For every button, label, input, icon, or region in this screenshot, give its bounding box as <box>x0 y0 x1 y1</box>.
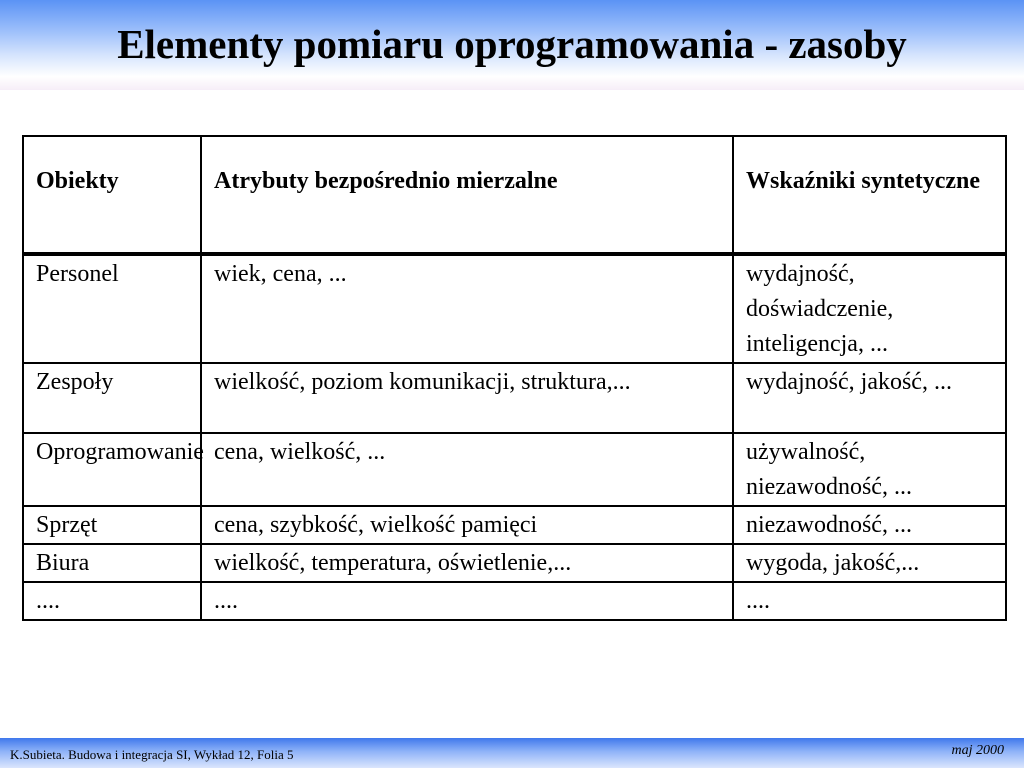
table-container <box>22 135 1005 621</box>
header-atrybuty: Atrybuty bezpośrednio mierzalne <box>201 136 733 254</box>
table-cell: Biura <box>23 544 201 582</box>
table-cell: wydajność, jakość, ... <box>733 363 1006 433</box>
table-cell: cena, wielkość, ... <box>201 433 733 506</box>
header-wskazniki: Wskaźniki syntetyczne <box>733 136 1006 254</box>
table-cell: wielkość, temperatura, oświetlenie,... <box>201 544 733 582</box>
table-cell: wydajność, doświadczenie, inteligencja, ... <box>733 254 1006 363</box>
table-cell: Zespoły <box>23 363 201 433</box>
table-cell: cena, szybkość, wielkość pamięci <box>201 506 733 544</box>
slide-footer <box>0 738 1024 768</box>
resources-table <box>22 135 1007 621</box>
table-row <box>23 433 1006 506</box>
header-obiekty: Obiekty <box>23 136 201 254</box>
table-cell: .... <box>733 582 1006 620</box>
table-cell: wiek, cena, ... <box>201 254 733 363</box>
table-cell: Sprzęt <box>23 506 201 544</box>
table-row <box>23 506 1006 544</box>
footer-date: maj 2000 <box>951 743 1004 758</box>
table-cell: wielkość, poziom komunikacji, struktura,... <box>201 363 733 433</box>
table-cell: Oprogramowanie <box>23 433 201 506</box>
table-cell: używalność, niezawodność, ... <box>733 433 1006 506</box>
table-cell: niezawodność, ... <box>733 506 1006 544</box>
table-cell: wygoda, jakość,... <box>733 544 1006 582</box>
footer-course-info: K.Subieta. Budowa i integracja SI, Wykład 12, Folia 5 <box>10 747 294 762</box>
table-row <box>23 254 1006 363</box>
table-cell: Personel <box>23 254 201 363</box>
table-cell: .... <box>201 582 733 620</box>
table-row <box>23 363 1006 433</box>
table-row <box>23 582 1006 620</box>
table-row <box>23 544 1006 582</box>
table-header-row <box>23 136 1006 254</box>
slide-title: Elementy pomiaru oprogramowania - zasoby <box>117 21 907 67</box>
table-cell: .... <box>23 582 201 620</box>
